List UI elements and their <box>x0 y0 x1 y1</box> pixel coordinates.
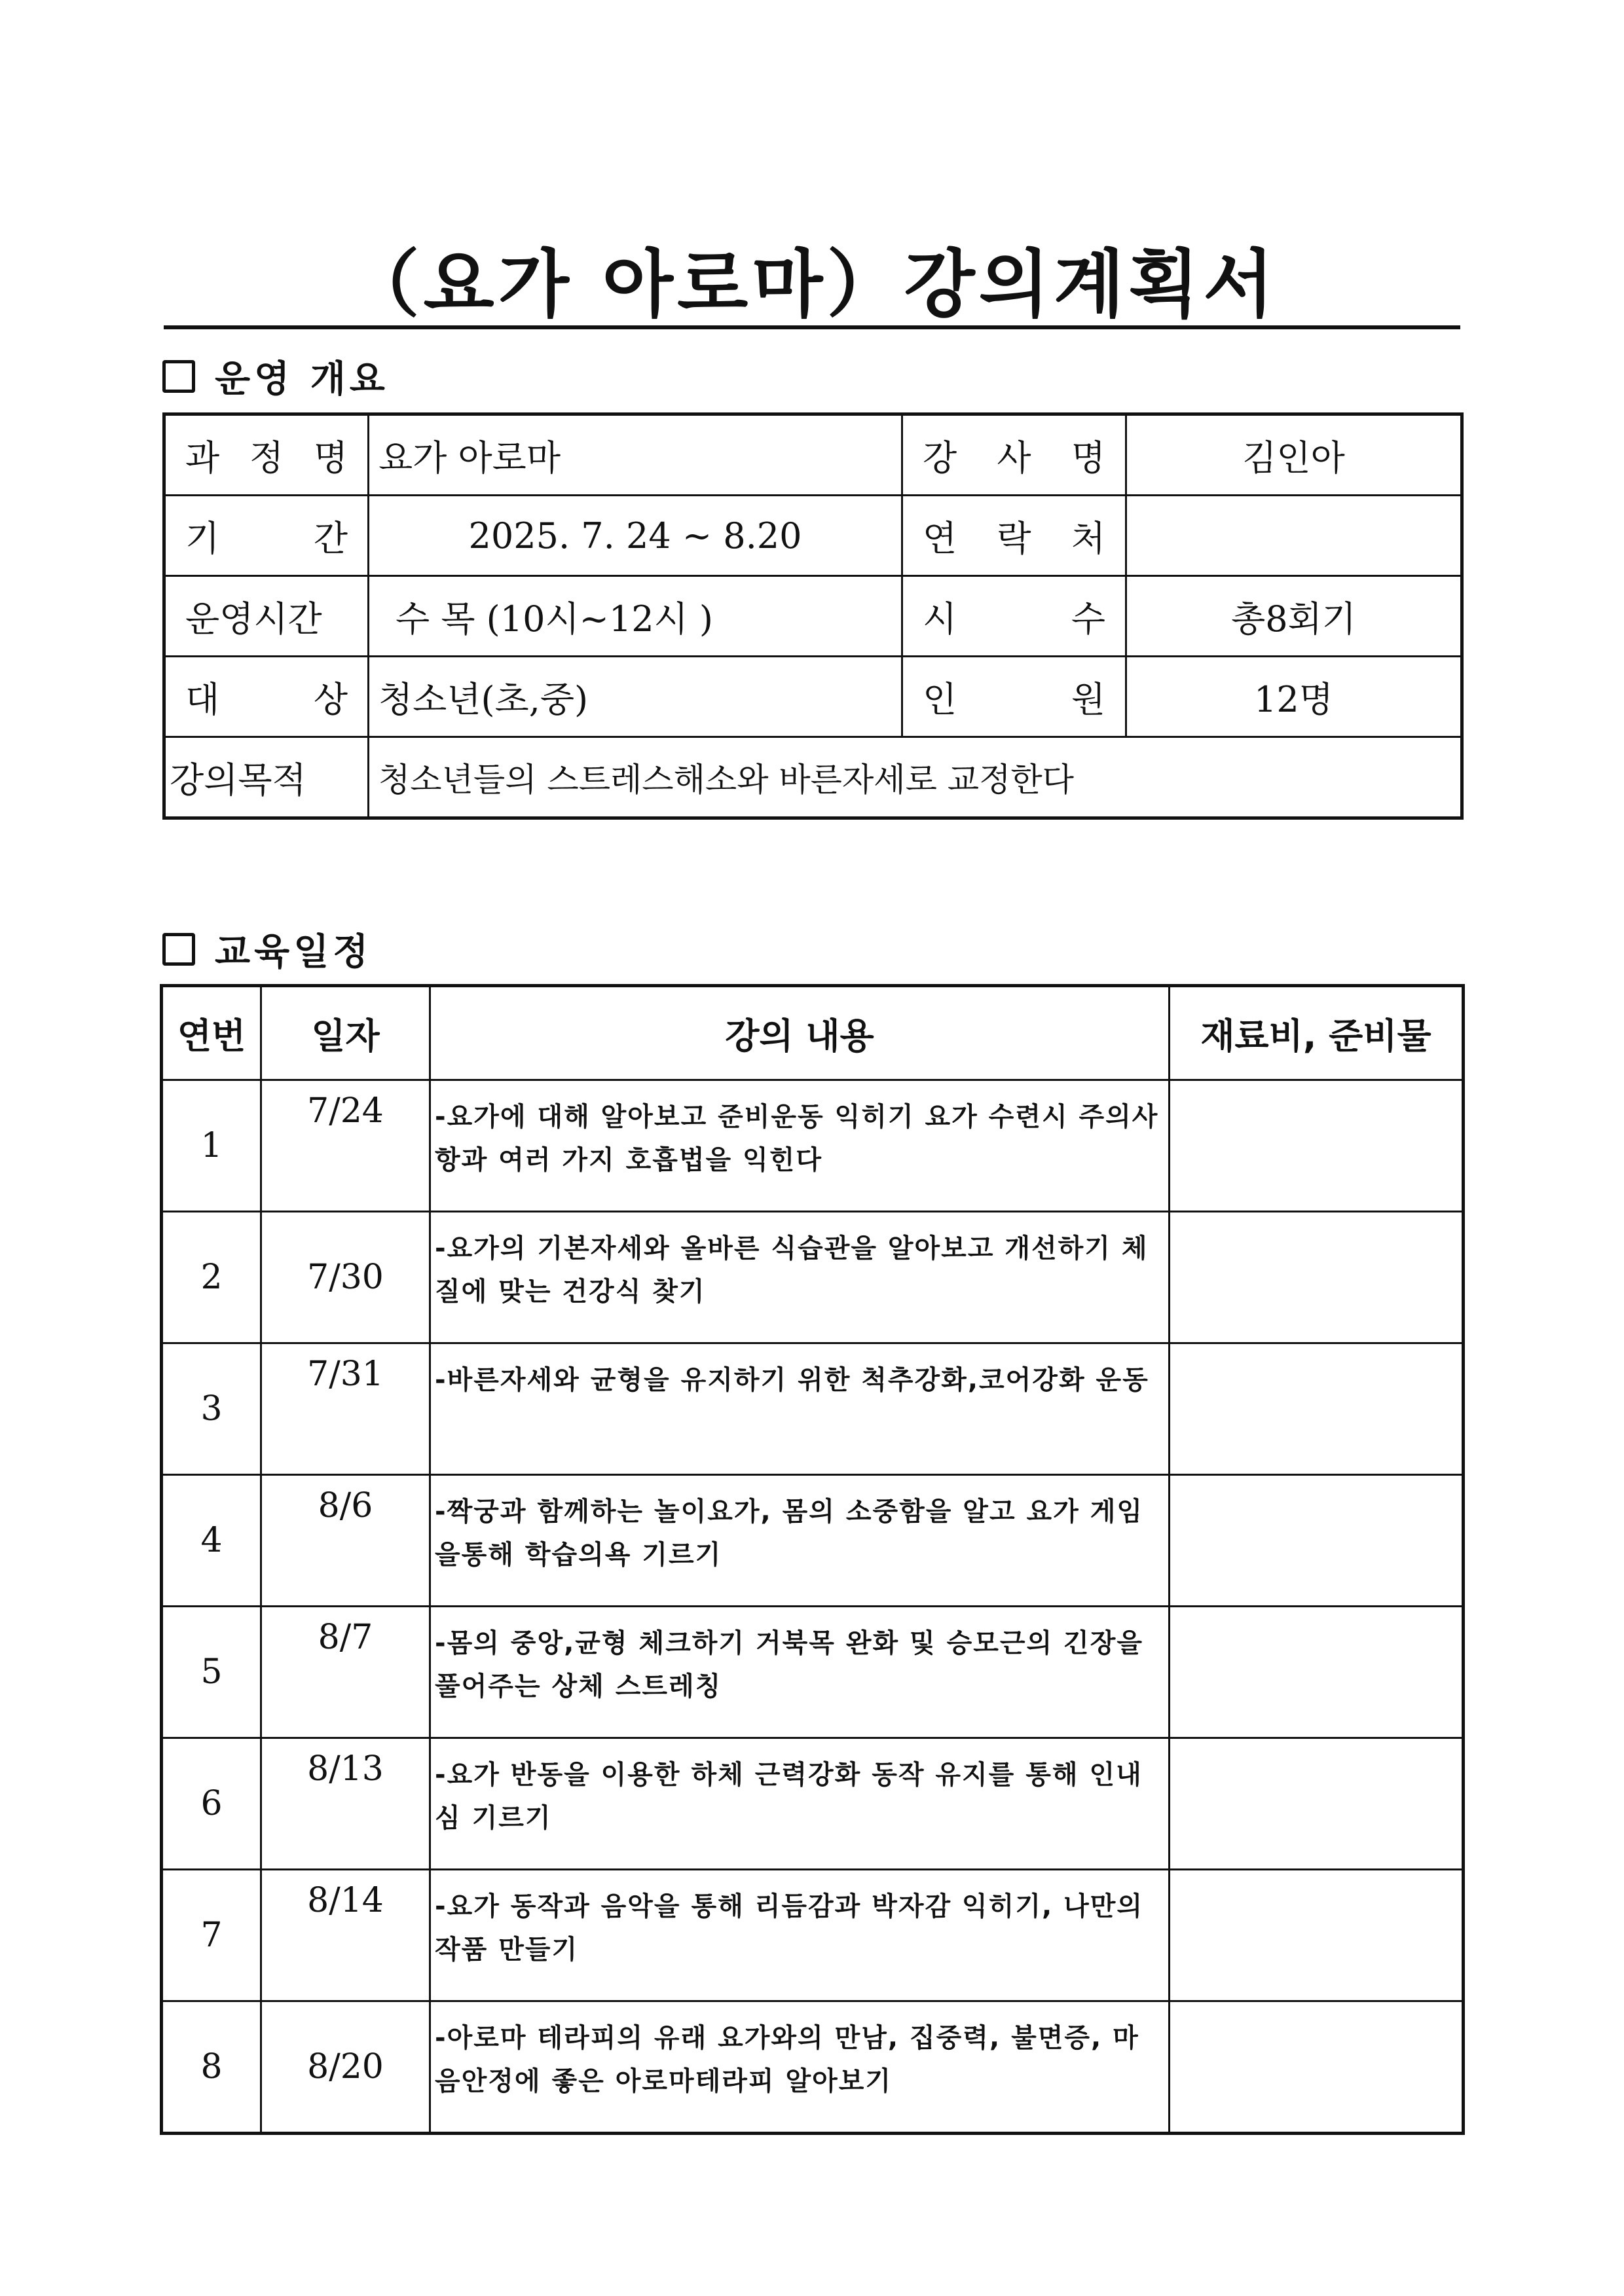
target-label: 대 상 <box>164 657 369 737</box>
row-materials <box>1170 1212 1464 1343</box>
row-materials <box>1170 1870 1464 2001</box>
table-row <box>162 1212 1464 1343</box>
row-content: -아로마 테라피의 유래 요가와의 만남, 집중력, 불면증, 마음안정에 좋은 아로마테라피 알아보기 <box>430 2001 1170 2134</box>
table-row <box>162 1738 1464 1870</box>
sessions-label: 시 수 <box>902 576 1126 657</box>
row-number: 3 <box>162 1343 261 1475</box>
overview-heading-text: 운영 개요 <box>215 358 389 401</box>
column-header-materials: 재료비, 준비물 <box>1170 986 1464 1080</box>
row-number: 4 <box>162 1475 261 1607</box>
table-row <box>162 2001 1464 2134</box>
table-row <box>162 1475 1464 1607</box>
row-content: -요가 동작과 음악을 통해 리듬감과 박자감 익히기, 나만의 작품 만들기 <box>430 1870 1170 2001</box>
row-number: 5 <box>162 1607 261 1738</box>
operating-hours-value: 수 목 (10시~12시 ) <box>369 576 902 657</box>
row-date: 7/31 <box>261 1343 430 1475</box>
table-row <box>162 1607 1464 1738</box>
checkbox-icon <box>162 933 195 966</box>
row-date: 7/30 <box>261 1212 430 1343</box>
overview-row <box>164 576 1462 657</box>
document-title: （요가 아로마）강의계획서 <box>346 242 1278 327</box>
schedule-header-row <box>162 986 1464 1080</box>
schedule-heading-text: 교육일정 <box>215 931 373 974</box>
sessions-value: 총8회기 <box>1126 576 1462 657</box>
overview-row <box>164 414 1462 496</box>
checkbox-icon <box>162 360 195 393</box>
overview-row <box>164 496 1462 576</box>
overview-table <box>162 412 1464 820</box>
course-name-value: 요가 아로마 <box>369 414 902 496</box>
table-row <box>162 1080 1464 1212</box>
row-content: -요가 반동을 이용한 하체 근력강화 동작 유지를 통해 인내심 기르기 <box>430 1738 1170 1870</box>
period-value: 2025. 7. 24 ~ 8.20 <box>369 496 902 576</box>
row-content: -요가의 기본자세와 올바른 식습관을 알아보고 개선하기 체질에 맞는 건강식 찾기 <box>430 1212 1170 1343</box>
row-materials <box>1170 1343 1464 1475</box>
row-content: -요가에 대해 알아보고 준비운동 익히기 요가 수련시 주의사항과 여러 가지 호흡법을 익힌다 <box>430 1080 1170 1212</box>
row-number: 6 <box>162 1738 261 1870</box>
row-materials <box>1170 1475 1464 1607</box>
contact-value <box>1126 496 1462 576</box>
contact-label: 연 락 처 <box>902 496 1126 576</box>
row-materials <box>1170 1738 1464 1870</box>
column-header-content: 강의 내용 <box>430 986 1170 1080</box>
row-date: 8/14 <box>261 1870 430 2001</box>
headcount-value: 12명 <box>1126 657 1462 737</box>
headcount-label: 인 원 <box>902 657 1126 737</box>
row-date: 8/6 <box>261 1475 430 1607</box>
row-number: 2 <box>162 1212 261 1343</box>
title-underline <box>164 325 1460 329</box>
row-number: 1 <box>162 1080 261 1212</box>
row-number: 8 <box>162 2001 261 2134</box>
operating-hours-label: 운영시간 <box>164 576 369 657</box>
overview-row <box>164 657 1462 737</box>
row-number: 7 <box>162 1870 261 2001</box>
column-header-number: 연번 <box>162 986 261 1080</box>
table-row <box>162 1870 1464 2001</box>
target-value: 청소년(초,중) <box>369 657 902 737</box>
schedule-table <box>160 984 1465 2135</box>
row-materials <box>1170 1080 1464 1212</box>
instructor-label: 강 사 명 <box>902 414 1126 496</box>
row-date: 8/20 <box>261 2001 430 2134</box>
purpose-value: 청소년들의 스트레스해소와 바른자세로 교정한다 <box>369 737 1462 818</box>
row-materials <box>1170 2001 1464 2134</box>
row-materials <box>1170 1607 1464 1738</box>
column-header-date: 일자 <box>261 986 430 1080</box>
row-date: 8/13 <box>261 1738 430 1870</box>
overview-row <box>164 737 1462 818</box>
purpose-label: 강의목적 <box>164 737 369 818</box>
course-name-label: 과 정 명 <box>164 414 369 496</box>
instructor-value: 김인아 <box>1126 414 1462 496</box>
row-content: -바른자세와 균형을 유지하기 위한 척추강화,코어강화 운동 <box>430 1343 1170 1475</box>
row-date: 7/24 <box>261 1080 430 1212</box>
period-label: 기 간 <box>164 496 369 576</box>
row-date: 8/7 <box>261 1607 430 1738</box>
row-content: -몸의 중앙,균형 체크하기 거북목 완화 및 승모근의 긴장을 풀어주는 상체 스트레칭 <box>430 1607 1170 1738</box>
table-row <box>162 1343 1464 1475</box>
schedule-section-heading <box>162 926 372 972</box>
overview-section-heading <box>162 354 389 399</box>
row-content: -짝궁과 함께하는 놀이요가, 몸의 소중함을 알고 요가 게임을통해 학습의욕 기르기 <box>430 1475 1170 1607</box>
